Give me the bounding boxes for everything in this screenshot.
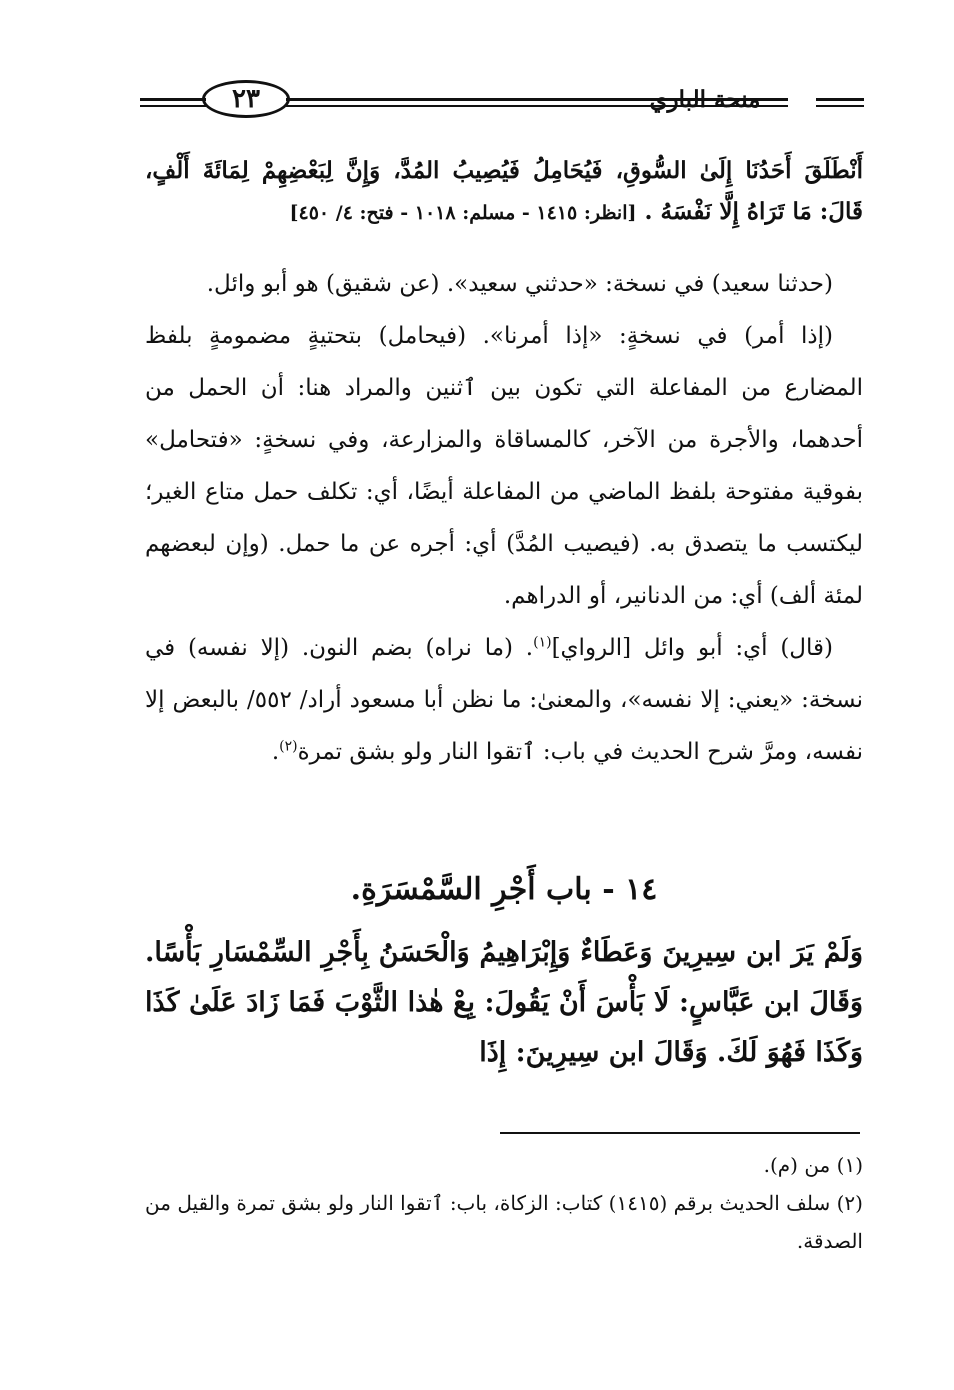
- chapter-text: وَلَمْ يَرَ ابن سِيرِينَ وَعَطَاءٌ وَإِبْرَاهِيمُ وَالْحَسَنُ بِأَجْرِ السِّمْسَارِ بَأْسًا. وَقَالَ ابن عَبَّاسٍ: لَا بَأْسَ أَنْ يَقُولَ: بِعْ هٰذا الثَّوْبَ فَمَا زَادَ عَلَىٰ كَذَا وَكَذَا فَهُوَ لَكَ. وَقَالَ ابن سِيرِينَ: إِذَا: [145, 937, 863, 1068]
- hadith-reference: [انظر: ١٤١٥ - مسلم: ١٠١٨ - فتح: ٤/ ٤٥٠]: [289, 202, 637, 224]
- chapter-title: ١٤ - باب أَجْرِ السَّمْسَرَةِ.: [350, 872, 658, 907]
- commentary-text: (قال) أي: أبو وائل [الرواي]: [551, 635, 833, 661]
- hadith-text: أَنْطَلَقَ أَحَدُنَا إِلَىٰ السُّوقِ، فَيُحَامِلُ فَيُصِيبُ المُدَّ، وَإِنَّ لِبَعْضِهِمْ لِمَائَةَ أَلْفٍ، قَالَ: مَا تَرَاهُ إِلَّا نَفْسَهُ .: [145, 157, 863, 225]
- footnote-divider: [500, 1132, 860, 1134]
- header-rule-right: [816, 98, 864, 107]
- commentary-block: [145, 258, 863, 778]
- page-header: [140, 78, 862, 128]
- commentary-paragraph: (إذا أمر) في نسخةٍ: «إذا أمرنا». (فيحامل) بتحتيةٍ مضمومةٍ بلفظ المضارع من المفاعلة التي تكون بين ٱثنين والمراد هنا: أن الحمل من أحدهما، والأجرة من الآخر، كالمساقاة والمزارعة، وفي نسخةٍ: «فتحامل» بفوقية مفتوحة بلفظ الماضي من المفاعلة أيضًا، أي: تكلف حمل متاع الغير؛ ليكتسب ما يتصدق به. (فيصيب المُدَّ) أي: أجره عن ما حمل. (وإن لبعضهم لمئة ألف) أي: من الدنانير، أو الدراهم.: [145, 323, 863, 609]
- footnote-marker: (٢): [279, 738, 298, 755]
- hadith-block: [145, 150, 863, 234]
- commentary-paragraph: [145, 622, 863, 778]
- commentary-text: .: [271, 739, 280, 765]
- footnotes: [145, 1146, 863, 1260]
- footnote: (١) من (م).: [763, 1153, 863, 1177]
- header-rule-left: [140, 98, 206, 107]
- commentary-text: . (ما نراه) بضم النون. (إلا نفسه) في نسخة: «يعني: إلا نفسه»، والمعنىٰ: ما نظن أبا مسعود أراد/ ٥٥٢/ بالبعض إلا نفسه، ومرَّ شرح الحديث في باب: ٱتقوا النار ولو بشق تمرة: [145, 635, 864, 765]
- commentary-paragraph: (حدثنا سعيد) في نسخة: «حدثني سعيد». (عن شقيق) هو أبو وائل.: [206, 271, 833, 297]
- page-number: ٢٣: [202, 80, 290, 118]
- footnote: (٢) سلف الحديث برقم (١٤١٥) كتاب: الزكاة، باب: ٱتقوا النار ولو بشق تمرة والقيل من الصدقة.: [145, 1191, 863, 1253]
- footnote-marker: (١): [533, 634, 552, 651]
- running-title: منحة الباري: [649, 86, 761, 113]
